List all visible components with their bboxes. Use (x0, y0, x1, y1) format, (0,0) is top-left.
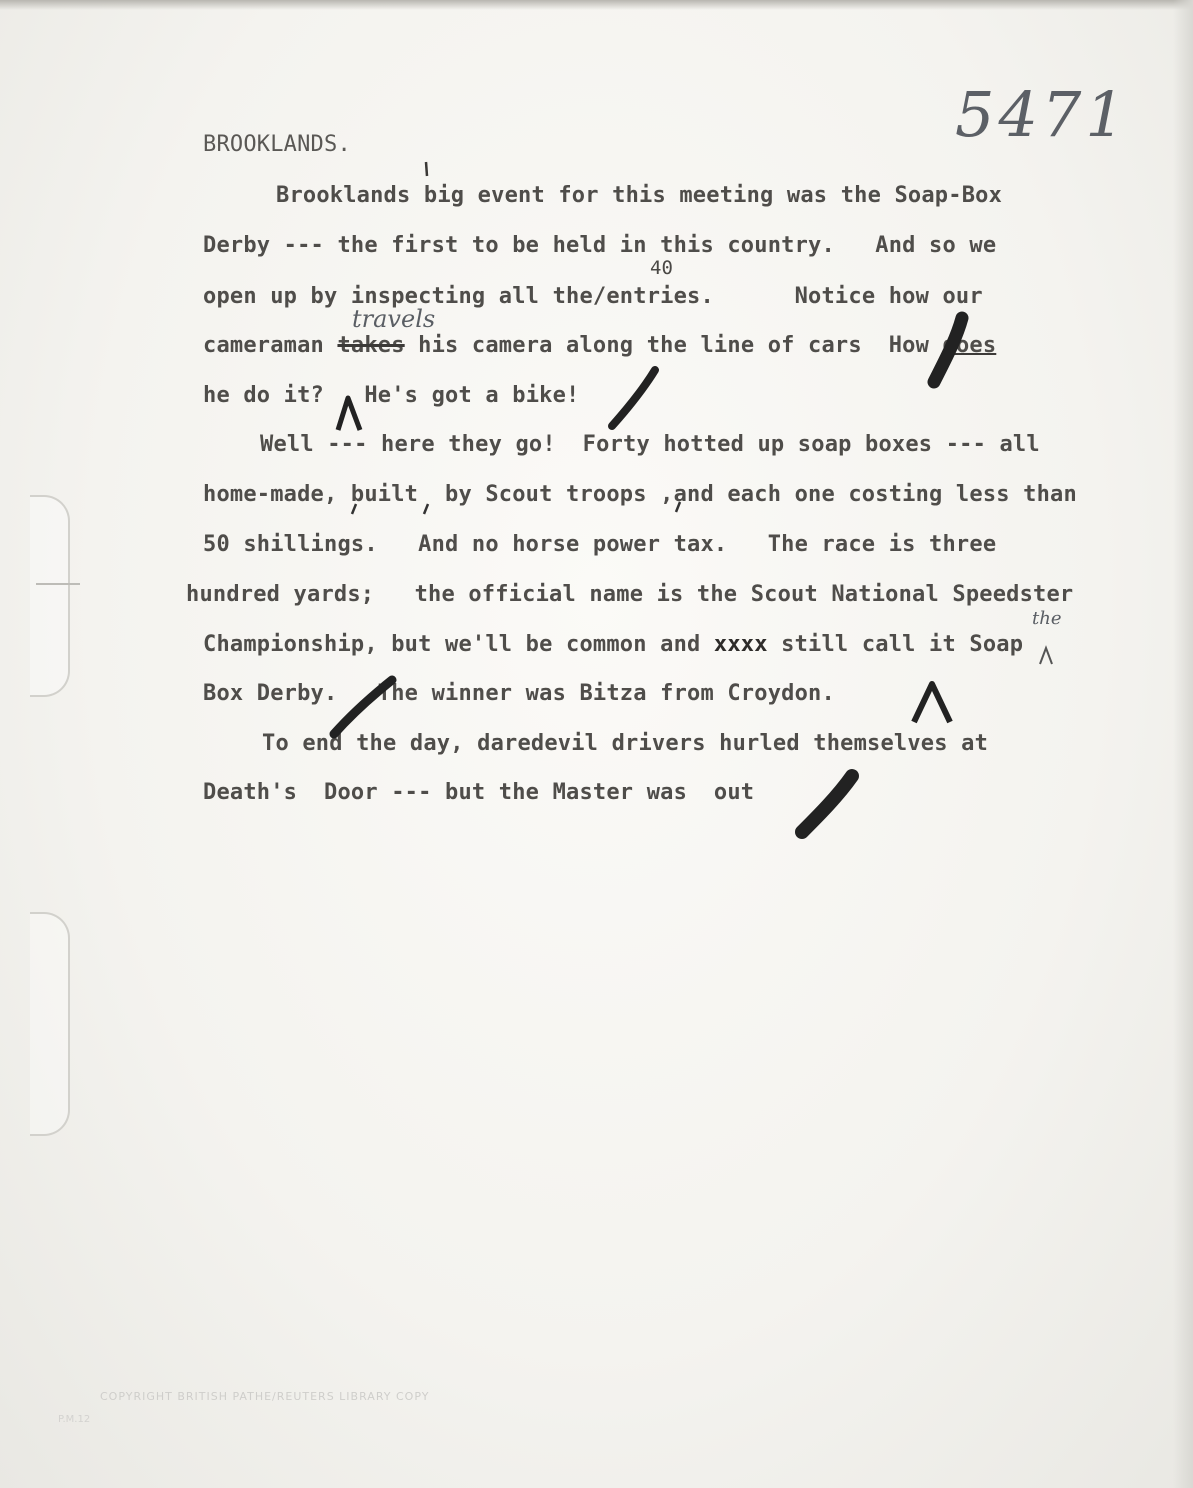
inserted-number: 40 (650, 257, 673, 279)
struck-word-takes: takes (337, 333, 405, 358)
xed-out-word: xxxx (713, 632, 768, 657)
page-right-edge (1173, 0, 1193, 1488)
text-line-4 (203, 333, 996, 358)
text-line-3-part-1: open up by inspecting all the/entries. (203, 284, 714, 309)
text-line-3-part-2: Notice how our (713, 284, 983, 309)
text-line-8: 50 shillings. And no horse power tax. The race is three (203, 532, 997, 557)
text-line-4-part-1: cameraman (203, 333, 338, 358)
slash-mark-out (802, 776, 852, 832)
text-line-5 (203, 383, 579, 408)
document-heading: BROOKLANDS. (203, 132, 351, 157)
text-line-6: Well --- here they go! Forty hotted up soap boxes --- all (260, 432, 1040, 457)
text-line-4-part-4: cars (808, 333, 862, 358)
text-line-3 (203, 284, 983, 309)
handwritten-page-number: 5471 (955, 78, 1129, 151)
text-line-11-part-1: Box Derby. (203, 681, 338, 706)
underlined-word-does: does (942, 333, 997, 358)
text-line-5-part-1: he do it? (203, 383, 325, 408)
binder-crease (36, 583, 80, 585)
text-line-1: Brooklands big event for this meeting was the Soap-Box (276, 183, 1003, 208)
text-line-13 (203, 780, 754, 805)
text-line-11-part-2: The winner was Bitza from Croydon. (337, 681, 835, 706)
text-line-10 (203, 632, 1023, 657)
text-line-10-part-3: still call it (767, 632, 970, 657)
text-line-4-part-3: his camera along the line of (404, 333, 809, 358)
caret-mark-croydon (914, 684, 950, 722)
text-line-12: To end the day, daredevil drivers hurled themselves at (262, 731, 989, 756)
text-line-10-part-4: Soap (969, 632, 1024, 657)
text-line-10-part-1: Championship, but we'll be common and (203, 632, 714, 657)
footer-copyright-stamp: COPYRIGHT BRITISH PATHE/REUTERS LIBRARY COPY (100, 1390, 430, 1403)
text-line-5-part-2: He's got a bike! (324, 383, 580, 408)
binder-hole-upper (30, 495, 70, 697)
binder-hole-lower (30, 912, 70, 1136)
text-line-4-part-5: How (861, 333, 943, 358)
slash-mark-bike (612, 370, 655, 426)
text-line-7: home-made, built by Scout troops ,and each one costing less than (203, 482, 1077, 507)
text-line-13-part-2: out (713, 780, 755, 805)
page-top-shadow (0, 0, 1193, 10)
apostrophe-mark (426, 162, 427, 176)
text-line-9: hundred yards; the official name is the Scout National Speedster (186, 582, 1074, 607)
text-line-2: Derby --- the first to be held in this country. And so we (203, 233, 997, 258)
handwritten-insertion-the: the (1032, 608, 1062, 629)
footer-reference-code: P.M.12 (58, 1414, 91, 1425)
text-line-13-part-1: Death's Door --- but the Master was (203, 780, 714, 805)
handwritten-insertion-travels: travels (352, 305, 436, 333)
caret-mark-soap (1040, 648, 1052, 664)
text-line-11 (203, 681, 835, 706)
